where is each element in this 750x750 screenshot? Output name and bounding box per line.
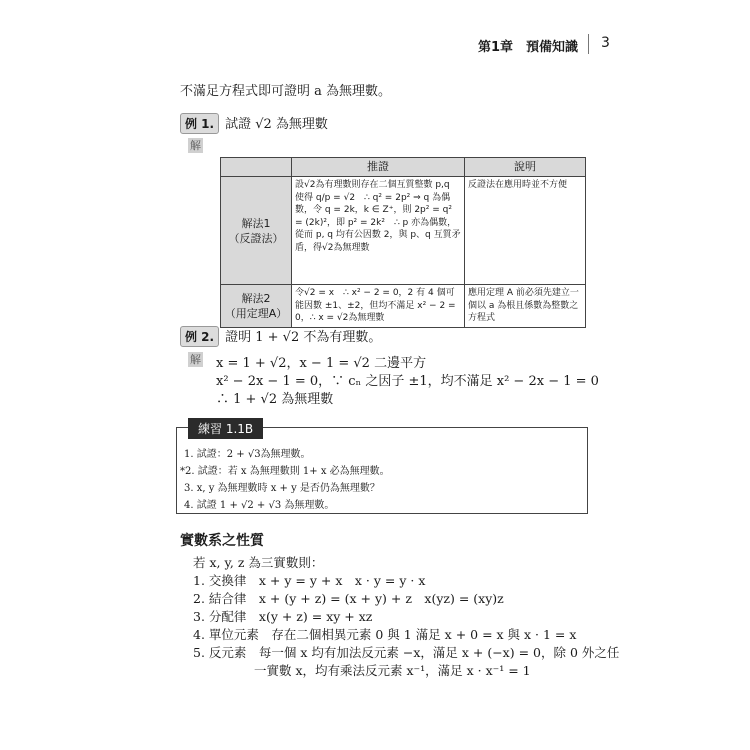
note-1: 反證法在應用時並不方便 — [465, 177, 586, 285]
proof-table — [220, 157, 586, 328]
solution-line: x² − 2x − 1 = 0，∵ cₙ 之因子 ±1，均不滿足 x² − 2x − 1 = 0 — [216, 374, 599, 389]
method-2-subtitle: （用定理A） — [224, 306, 288, 320]
property-identity: 4. 單位元素 存在二個相異元素 0 與 1 滿足 x + 0 = x 與 x · 1 = x — [193, 627, 577, 642]
header-note: 說明 — [465, 158, 586, 177]
example-1 — [180, 113, 328, 134]
exercise-item: 1. 試證：2 + √3為無理數。 — [184, 449, 311, 460]
method-1-title: 解法1 — [241, 216, 271, 230]
property-inverse-continued: 一實數 x，均有乘法反元素 x⁻¹，滿足 x · x⁻¹ = 1 — [254, 663, 531, 678]
exercise-item: 4. 試證 1 + √2 + √3 為無理數。 — [184, 500, 335, 511]
page-number: 3 — [601, 35, 610, 51]
example-1-text: 試證 √2 為無理數 — [225, 117, 328, 132]
intro-text: 不滿足方程式即可證明 a 為無理數。 — [180, 84, 392, 99]
table-row — [221, 285, 586, 328]
exercise-item: 3. x, y 為無理數時 x + y 是否仍為無理數？ — [184, 483, 380, 494]
example-2-label: 例 2. — [180, 326, 219, 347]
section-intro: 若 x, y, z 為三實數則： — [193, 555, 324, 570]
table-header-row — [221, 158, 586, 177]
solution-mark: 解 — [190, 139, 201, 152]
example-2 — [180, 326, 381, 347]
solution-mark: 解 — [190, 353, 201, 366]
proof-2: 令√2 = x ∴ x² − 2 = 0，2 有 4 個可能因數 ±1、±2，但均不滿足 x² − 2 = 0，∴ x = √2為無理數 — [292, 285, 465, 328]
header-divider — [588, 34, 589, 54]
table-corner — [221, 158, 292, 177]
proof-1: 設√2為有理數則存在二個互質整數 p,q 使得 q/p = √2 ∴ q² = 2p² ⇒ q 為偶數，令 q = 2k，k ∈ Z⁺，則 2p² = q² = (2k)²，即 p² = 2k² ∴ p 亦為偶數，從而 p, q 均有公因數 2，與 p、q 互質矛盾，得√2為無理數 — [292, 177, 465, 285]
solution-line: x = 1 + √2，x − 1 = √2 二邊平方 — [216, 356, 427, 371]
method-1-cell — [221, 177, 292, 285]
method-2-cell — [221, 285, 292, 328]
example-2-text: 證明 1 + √2 不為有理數。 — [225, 330, 382, 345]
property-distributive: 3. 分配律 x(y + z) = xy + xz — [193, 609, 373, 624]
exercise-item: *2. 試證：若 x 為無理數則 1+ x 必為無理數。 — [180, 466, 390, 477]
exercise-tag: 練習 1.1B — [188, 418, 263, 439]
property-commutative: 1. 交換律 x + y = y + x x · y = y · x — [193, 573, 426, 588]
note-2: 應用定理 A 前必須先建立一個以 a 為根且係數為整數之方程式 — [465, 285, 586, 328]
solution-line: ∴ 1 + √2 為無理數 — [216, 392, 334, 407]
property-associative: 2. 結合律 x + (y + z) = (x + y) + z x(yz) = (xy)z — [193, 591, 504, 606]
method-1-subtitle: （反證法） — [228, 231, 284, 245]
example-1-label: 例 1. — [180, 113, 219, 134]
method-2-title: 解法2 — [241, 291, 271, 305]
chapter-header: 第1章 預備知識 — [478, 40, 579, 55]
property-inverse: 5. 反元素 每一個 x 均有加法反元素 −x，滿足 x + (−x) = 0，除 0 外之任 — [193, 645, 620, 660]
header-proof: 推證 — [292, 158, 465, 177]
section-title: 實數系之性質 — [180, 533, 264, 549]
table-row — [221, 177, 586, 285]
